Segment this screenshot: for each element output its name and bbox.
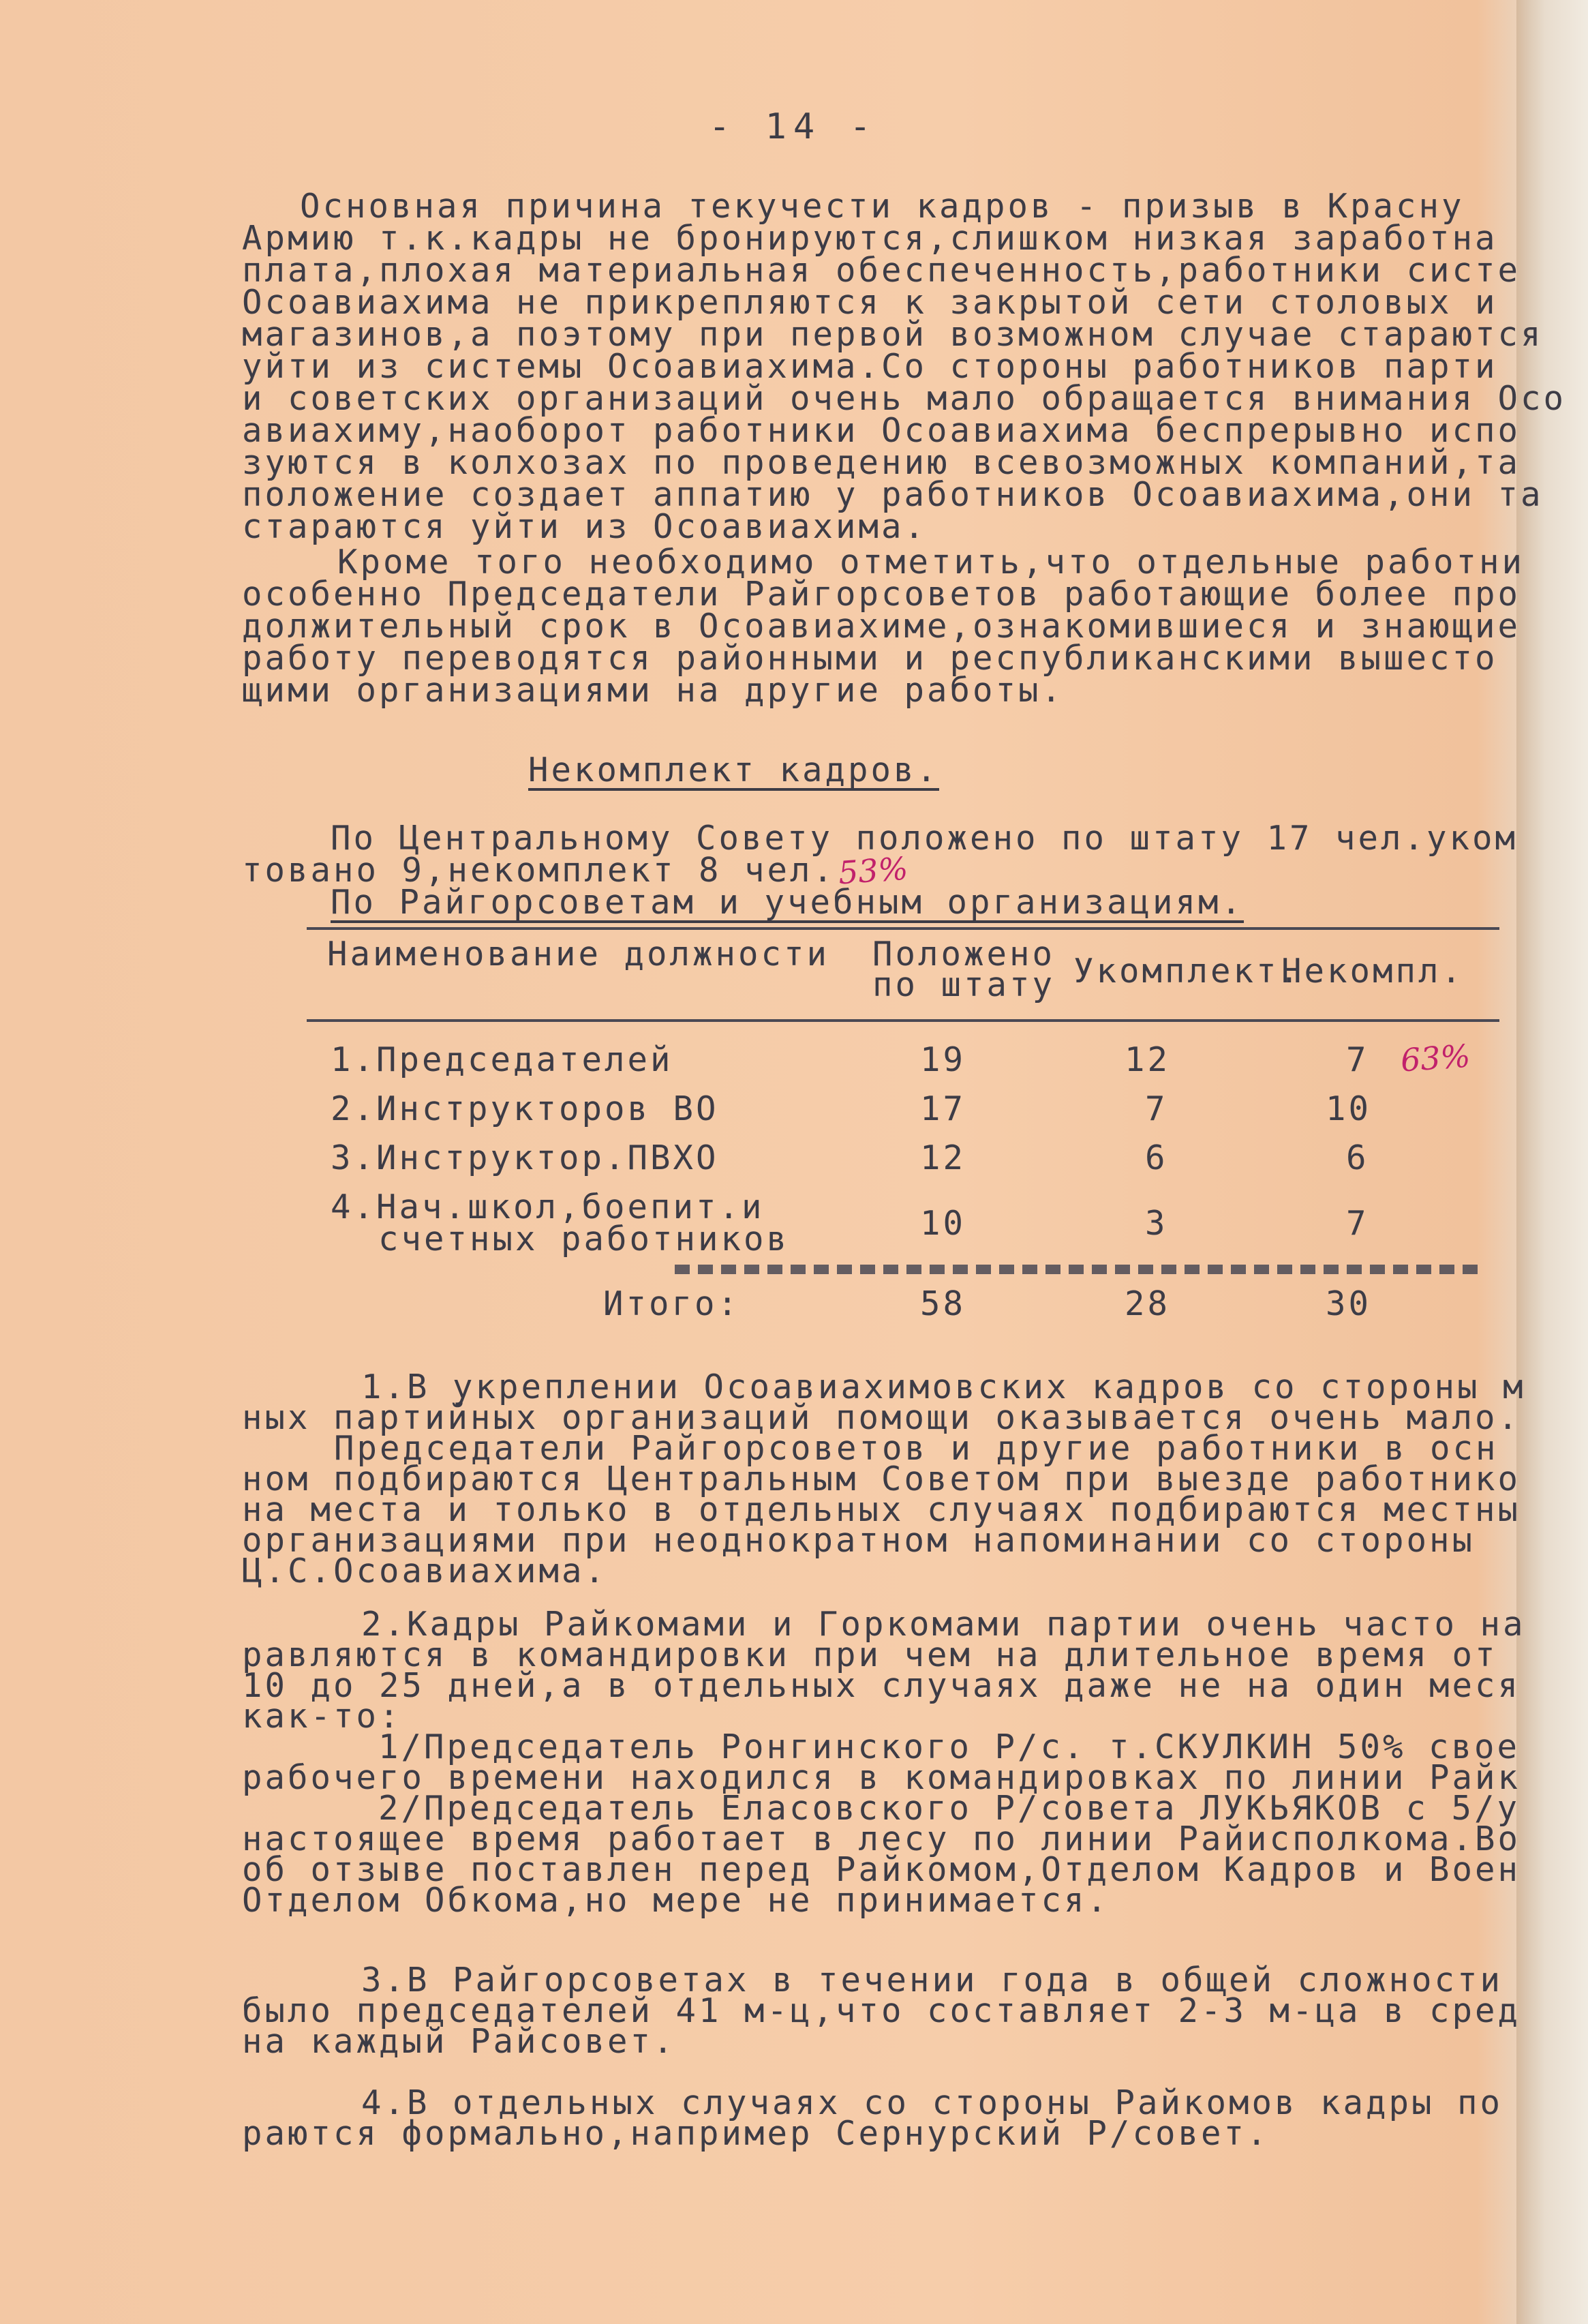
table-row-staffed: 7 [1145,1089,1168,1128]
table-row-name: 3.Инструктор.ПВХО [331,1138,719,1177]
para1-line: положение создает аппатию у работников Осоавиахима,они та [242,475,1544,514]
para1-line: Осоавиахима не прикрепляются к закрытой сети столовых и [242,283,1498,322]
table-row-name: 1.Председателей [331,1040,673,1079]
point1-line: Председатели Райгорсоветов и другие работники в осн [334,1429,1499,1468]
para1-line: уйти из системы Осоавиахима.Со стороны работников парти [242,347,1498,386]
point1-line: организациями при неоднократном напоминании со стороны [242,1521,1476,1560]
point4-line: 4.В отдельных случаях со стороны Райкомов кадры по [361,2083,1503,2122]
point2-line: 2.Кадры Райкомами и Горкомами партии очень часто на [361,1605,1526,1644]
col-header-planned: Положено [872,935,1056,974]
central-line: По Центральному Совету положено по штату 17 чел.уком [331,819,1518,858]
col-header-name: Наименование должности [327,935,830,974]
table-row-shortage: 10 [1326,1089,1372,1128]
point2-line: Отделом Обкома,но мере не принимается. [242,1881,1110,1920]
para2-line: должительный срок в Осоавиахиме,ознакомившиеся и знающие [242,607,1521,646]
point2-line: настоящее время работает в лесу по линии Райисполкома.Во [242,1820,1521,1858]
point1-line: 1.В укреплении Осоавиахимовских кадров со стороны м [361,1368,1526,1406]
handwritten-percent-note: 63% [1399,1037,1472,1079]
para1-line: зуются в колхозах по проведению всевозможных компаний,та [242,443,1521,482]
para2-line: Кроме того необходимо отметить,что отдельные работни [337,543,1525,582]
para1-line: и советских организаций очень мало обращается внимания Осо [242,379,1567,418]
table-row-staffed: 6 [1145,1138,1168,1177]
col-header-planned-2: по штату [872,965,1056,1004]
para1-line: авиахиму,наоборот работники Осоавиахима беспрерывно испо [242,411,1521,450]
para2-line: особенно Председатели Райгорсоветов работающие более про [242,575,1521,614]
central-line: товано 9,некомплект 8 чел. [242,851,836,890]
point2-line: равляются в командировки при чем на длительное время от [242,1635,1498,1674]
table-total-rule [675,1265,1479,1274]
table-total-staffed: 28 [1125,1284,1171,1323]
table-row-planned: 17 [920,1089,966,1128]
table-row-shortage: 6 [1346,1138,1369,1177]
point1-line: ных партийных организаций помощи оказывается очень мало. [242,1398,1521,1437]
table-total-label: Итого: [603,1284,741,1323]
point1-line: на места и только в отдельных случаях подбираются местны [242,1490,1521,1529]
table-row-planned: 19 [920,1040,966,1079]
table-row-planned: 12 [920,1138,966,1177]
point2-line: рабочего времени находился в командировках по линии Райк [242,1758,1521,1797]
handwritten-percent-note: 53% [837,849,910,892]
table-row-name-cont: счетных работников [378,1220,790,1258]
table-row-name: 2.Инструкторов ВО [331,1089,719,1128]
point2-line: 2/Председатель Еласовского Р/совета ЛУКЬЯКОВ с 5/у [378,1789,1521,1828]
page-number: - 14 - [709,106,878,147]
para2-line: щими организациями на другие работы. [242,671,1065,710]
point1-line: ном подбираются Центральным Советом при выезде работнико [242,1460,1521,1498]
point2-line: 10 до 25 дней,а в отдельных случаях даже не на один меся [242,1666,1521,1705]
para2-line: работу переводятся районными и республиканскими вышесто [242,639,1498,678]
table-row-name: 4.Нач.школ,боепит.и [331,1188,765,1226]
table-row-staffed: 12 [1125,1040,1171,1079]
para1-line: магазинов,а поэтому при первой возможном случае стараются [242,315,1544,354]
point2-line: 1/Председатель Ронгинского Р/с. т.СКУЛКИН 50% свое [378,1727,1521,1766]
table-row-planned: 10 [920,1204,966,1243]
table-row-shortage: 7 [1346,1204,1369,1243]
point3-line: на каждый Райсовет. [242,2022,676,2061]
table-row-staffed: 3 [1145,1204,1168,1243]
para1-line: плата,плохая материальная обеспеченность,работники систе [242,251,1521,290]
point1-line: Ц.С.Осоавиахима. [242,1552,608,1590]
table-caption: По Райгорсоветам и учебным организациям. [331,883,1245,922]
table-header-rule [307,1019,1499,1022]
point3-line: было председателей 41 м-ц,что составляет 2-3 м-ца в сред [242,1991,1521,2030]
col-header-shortage: Некомпл. [1281,952,1465,991]
table-row-shortage: 7 [1346,1040,1369,1079]
section-heading: Некомплект кадров. [528,751,940,789]
col-header-staffed: Укомплект. [1073,952,1302,991]
para1-line: стараются уйти из Осоавиахима. [242,507,928,546]
table-top-rule [307,927,1499,930]
point2-line: как-то: [242,1697,402,1736]
table-total-planned: 58 [920,1284,966,1323]
para1-line: Армию т.к.кадры не бронируются,слишком низкая заработна [242,219,1498,258]
point4-line: раются формально,например Сернурский Р/совет. [242,2114,1270,2153]
point2-line: об отзыве поставлен перед Райкомом,Отделом Кадров и Воен [242,1850,1521,1889]
para1-line: Основная причина текучести кадров - призыв в Красну [300,187,1465,226]
table-total-shortage: 30 [1326,1284,1372,1323]
point3-line: 3.В Райгорсоветах в течении года в общей сложности [361,1961,1503,1999]
